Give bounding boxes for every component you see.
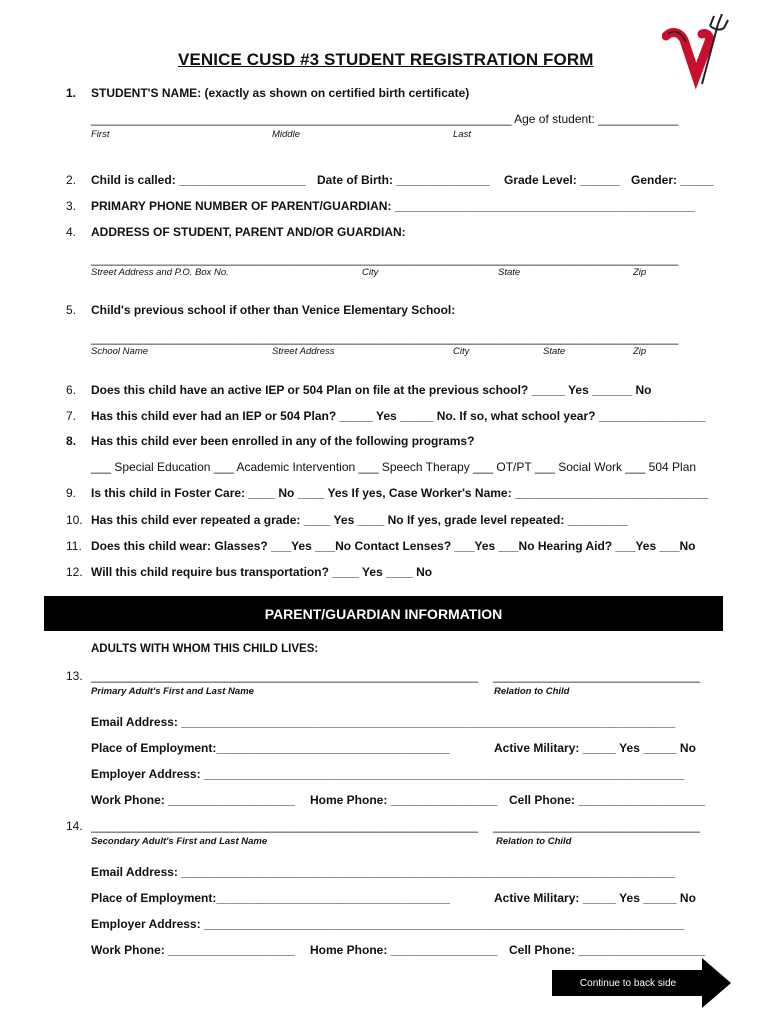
question-number: 13.: [66, 669, 83, 683]
zip-caption: Zip: [633, 346, 647, 357]
primary-military-field[interactable]: Active Military: _____ Yes _____ No: [494, 741, 696, 755]
secondary-work-phone-field[interactable]: Work Phone: ___________________: [91, 943, 295, 957]
date-of-birth-field[interactable]: Date of Birth: ______________: [317, 173, 490, 187]
secondary-military-field[interactable]: Active Military: _____ Yes _____ No: [494, 891, 696, 905]
middle-caption: Middle: [272, 129, 300, 140]
continue-arrow[interactable]: [552, 958, 732, 1008]
grade-level-field[interactable]: Grade Level: ______: [504, 173, 621, 187]
continue-label: Continue to back side: [579, 977, 677, 989]
city-caption: City: [362, 267, 379, 278]
primary-adult-caption: Primary Adult's First and Last Name: [91, 686, 254, 697]
street-caption: Street Address and P.O. Box No.: [91, 267, 229, 278]
zip-caption: Zip: [633, 267, 647, 278]
question-number: 4.: [66, 225, 77, 239]
primary-employment-field[interactable]: Place of Employment:___________________________________: [91, 741, 450, 755]
secondary-home-phone-field[interactable]: Home Phone: ________________: [310, 943, 498, 957]
bus-question[interactable]: Will this child require bus transportation? ____ Yes ____ No: [91, 565, 433, 579]
question-number: 5.: [66, 303, 77, 317]
address-field[interactable]: ________________________________________________________________________________________: [91, 252, 679, 266]
child-called-field[interactable]: Child is called: ___________________: [91, 173, 306, 187]
question-number: 11.: [66, 539, 82, 553]
city-caption: City: [453, 346, 470, 357]
address-label: ADDRESS OF STUDENT, PARENT AND/OR GUARDIAN:: [91, 225, 406, 239]
foster-care-question[interactable]: Is this child in Foster Care: ____ No ____ Yes If yes, Case Worker's Name: _____________________________: [91, 486, 709, 500]
secondary-relation-field[interactable]: _______________________________: [493, 819, 700, 833]
question-number: 7.: [66, 409, 77, 423]
programs-question: Has this child ever been enrolled in any of the following programs?: [91, 434, 475, 448]
primary-relation-field[interactable]: _______________________________: [493, 669, 700, 683]
repeated-grade-question[interactable]: Has this child ever repeated a grade: ____ Yes ____ No If yes, grade level repeated: _________: [91, 513, 628, 527]
question-number: 12.: [66, 565, 83, 579]
school-name-caption: School Name: [91, 346, 149, 357]
last-caption: Last: [453, 129, 471, 140]
student-name-age-field[interactable]: _______________________________________________________________ Age of student: ____________: [91, 112, 679, 126]
parent-guardian-banner: PARENT/GUARDIAN INFORMATION: [44, 596, 723, 631]
gender-field[interactable]: Gender: _____: [631, 173, 714, 187]
relation-caption: Relation to Child: [494, 686, 570, 697]
primary-work-phone-field[interactable]: Work Phone: ___________________: [91, 793, 295, 807]
primary-phone-field[interactable]: PRIMARY PHONE NUMBER OF PARENT/GUARDIAN: _____________________________________________: [91, 199, 696, 213]
relation-caption: Relation to Child: [496, 836, 572, 847]
secondary-email-field[interactable]: Email Address: __________________________________________________________________________: [91, 865, 676, 879]
first-caption: First: [91, 129, 110, 140]
iep-ever-question[interactable]: Has this child ever had an IEP or 504 Plan? _____ Yes _____ No. If so, what school year? ________________: [91, 409, 706, 423]
primary-email-field[interactable]: Email Address: __________________________________________________________________________: [91, 715, 676, 729]
primary-cell-phone-field[interactable]: Cell Phone: ___________________: [509, 793, 706, 807]
question-number: 2.: [66, 173, 77, 187]
state-caption: State: [498, 267, 521, 278]
question-number: 9.: [66, 486, 77, 500]
question-number: 8.: [66, 434, 77, 448]
secondary-cell-phone-field[interactable]: Cell Phone: ___________________: [509, 943, 706, 957]
secondary-adult-caption: Secondary Adult's First and Last Name: [91, 836, 268, 847]
secondary-employment-field[interactable]: Place of Employment:___________________________________: [91, 891, 450, 905]
programs-options[interactable]: ___ Special Education ___ Academic Intervention ___ Speech Therapy ___ OT/PT ___ Social Work ___ 504 Plan: [91, 460, 697, 474]
wear-question[interactable]: Does this child wear: Glasses? ___Yes ___No Contact Lenses? ___Yes ___No Hearing Aid? ___Yes ___No: [91, 539, 696, 553]
secondary-employer-address-field[interactable]: Employer Address: ________________________________________________________________________: [91, 917, 685, 931]
secondary-adult-name-field[interactable]: __________________________________________________________: [91, 819, 479, 833]
previous-school-field[interactable]: ________________________________________________________________________________________: [91, 331, 679, 345]
adults-label: ADULTS WITH WHOM THIS CHILD LIVES:: [91, 643, 319, 655]
form-title: VENICE CUSD #3 STUDENT REGISTRATION FORM: [178, 50, 594, 69]
primary-employer-address-field[interactable]: Employer Address: ________________________________________________________________________: [91, 767, 685, 781]
previous-school-label: Child's previous school if other than Venice Elementary School:: [91, 303, 456, 317]
question-number: 1.: [66, 86, 77, 100]
street-caption: Street Address: [272, 346, 335, 357]
question-number: 10.: [66, 513, 83, 527]
iep-active-question[interactable]: Does this child have an active IEP or 504 Plan on file at the previous school? _____ Yes ______ No: [91, 383, 652, 397]
venice-v-trident-logo: [662, 14, 730, 92]
question-number: 14.: [66, 819, 83, 833]
question-number: 6.: [66, 383, 77, 397]
primary-adult-name-field[interactable]: __________________________________________________________: [91, 669, 479, 683]
student-name-label: STUDENT'S NAME: (exactly as shown on certified birth certificate): [91, 86, 470, 100]
primary-home-phone-field[interactable]: Home Phone: ________________: [310, 793, 498, 807]
state-caption: State: [543, 346, 566, 357]
question-number: 3.: [66, 199, 77, 213]
